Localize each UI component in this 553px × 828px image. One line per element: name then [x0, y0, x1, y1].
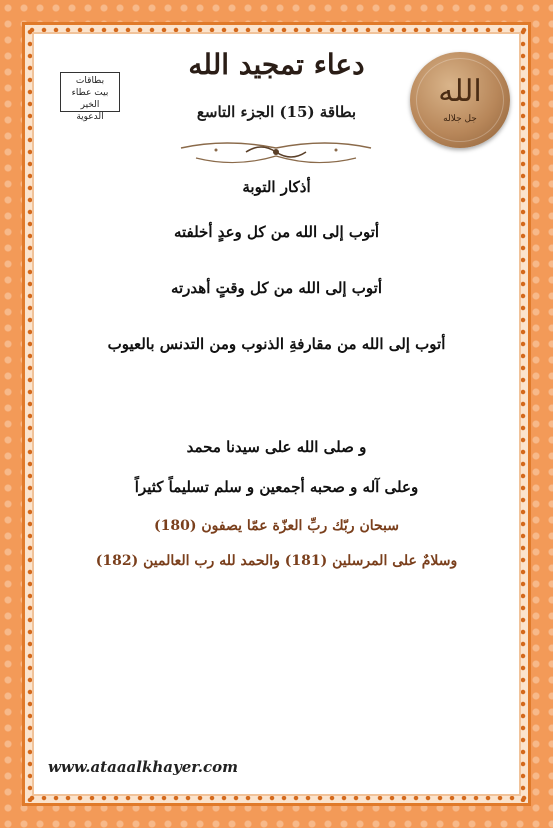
salawat-line: وعلى آله و صحبه أجمعين و سلم تسليماً كثيراً — [134, 478, 419, 496]
dua-line: أتوب إلى الله من كل وعدٍ أخلفته — [173, 223, 380, 241]
dua-line: أتوب إلى الله من كل وقتٍ أهدرته — [170, 279, 383, 297]
stamp-line-3: الدعوية — [76, 112, 104, 122]
quran-verse-line: سبحان ربّك ربِّ العزّة عمّا يصفون (180) — [154, 518, 399, 534]
border-dots-bottom — [26, 794, 527, 802]
website-link[interactable]: www.ataaalkhayer.com — [48, 758, 238, 776]
quran-verse-line: وسلامٌ على المرسلين (181) والحمد لله رب العالمين (182) — [95, 553, 458, 569]
ornament-divider — [176, 136, 376, 170]
dua-line: أتوب إلى الله من مقارفةِ الذنوب ومن التدنس بالعيوب — [107, 335, 446, 353]
card-title: دعاء تمجيد الله — [188, 48, 365, 81]
stamp-line-1: بطاقات — [75, 76, 105, 86]
border-dots-right — [519, 26, 527, 802]
stamp-line-2: بيت عطاء الخير — [71, 88, 109, 110]
border-dots-top — [26, 26, 527, 34]
medallion-caption: جل جلاله — [443, 114, 477, 124]
salawat-line: و صلى الله على سيدنا محمد — [186, 438, 367, 456]
border-dots-left — [26, 26, 34, 802]
heading-tawba: أذكار التوبة — [242, 178, 311, 196]
card-subtitle: بطاقة (15) الجزء التاسع — [196, 103, 357, 121]
medallion-calligraphy: الله — [438, 74, 482, 109]
